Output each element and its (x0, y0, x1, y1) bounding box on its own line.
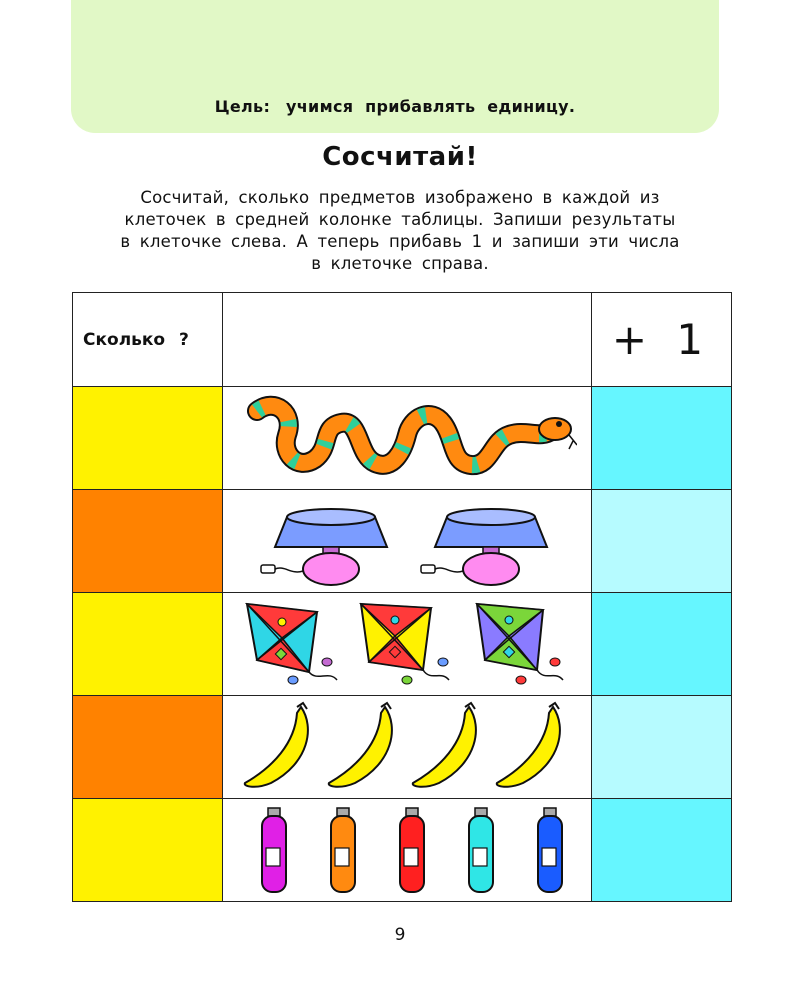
table-row (73, 696, 732, 799)
table-row (73, 387, 732, 490)
instructions (78, 187, 722, 275)
picture-cell-snake (223, 387, 592, 490)
table-row (73, 593, 732, 696)
bottle-4 (469, 808, 493, 892)
instruction-line: Сосчитай, сколько предметов изображено в каждой из (140, 188, 660, 207)
goal-banner (71, 0, 719, 133)
answer-cell-plus-one[interactable] (592, 799, 732, 902)
answer-cell-count[interactable] (73, 696, 223, 799)
counting-table (72, 292, 732, 902)
snake-head (539, 418, 571, 440)
goal-description: учимся прибавлять единицу. (286, 97, 576, 116)
table-header-row (73, 293, 732, 387)
snake-eye (556, 421, 562, 427)
header-how-many: Сколько ? (73, 293, 223, 387)
snake-body (257, 406, 551, 465)
bottle-1 (262, 808, 286, 892)
answer-cell-count[interactable] (73, 490, 223, 593)
bottle-5 (538, 808, 562, 892)
instruction-line: в клеточке слева. А теперь прибавь 1 и запиши эти числа (120, 232, 680, 251)
kite-2 (361, 604, 449, 684)
picture-cell-bottles (223, 799, 592, 902)
answer-cell-plus-one[interactable] (592, 387, 732, 490)
kite-3 (477, 604, 563, 684)
lamps-picture (247, 495, 567, 587)
bottle-2 (331, 808, 355, 892)
page-number: 9 (394, 925, 406, 945)
kite-1 (247, 604, 337, 684)
banana-2 (329, 703, 392, 787)
picture-cell-kites (223, 593, 592, 696)
snake-picture (237, 393, 577, 483)
goal-text (71, 97, 719, 116)
banana-4 (497, 703, 560, 787)
goal-label: Цель: (214, 97, 271, 116)
bottle-3 (400, 808, 424, 892)
picture-cell-bananas (223, 696, 592, 799)
answer-cell-plus-one[interactable] (592, 696, 732, 799)
answer-cell-count[interactable] (73, 593, 223, 696)
table-row (73, 799, 732, 902)
bananas-picture (237, 701, 577, 793)
answer-cell-count[interactable] (73, 387, 223, 490)
answer-cell-plus-one[interactable] (592, 490, 732, 593)
banana-1 (245, 703, 308, 787)
answer-cell-plus-one[interactable] (592, 593, 732, 696)
answer-cell-count[interactable] (73, 799, 223, 902)
lamp-2 (421, 509, 547, 585)
table-row (73, 490, 732, 593)
picture-cell-lamps (223, 490, 592, 593)
lamp-1 (261, 509, 387, 585)
header-middle-cell (223, 293, 592, 387)
banana-3 (413, 703, 476, 787)
page-title: Сосчитай! (322, 142, 478, 172)
instruction-line: в клеточке справа. (311, 254, 489, 273)
snake-tongue (569, 435, 577, 449)
bottles-picture (242, 804, 572, 896)
kites-picture (237, 598, 577, 690)
header-plus-one: + 1 (592, 293, 732, 387)
instruction-line: клеточек в средней колонке таблицы. Запиши результаты (124, 210, 676, 229)
